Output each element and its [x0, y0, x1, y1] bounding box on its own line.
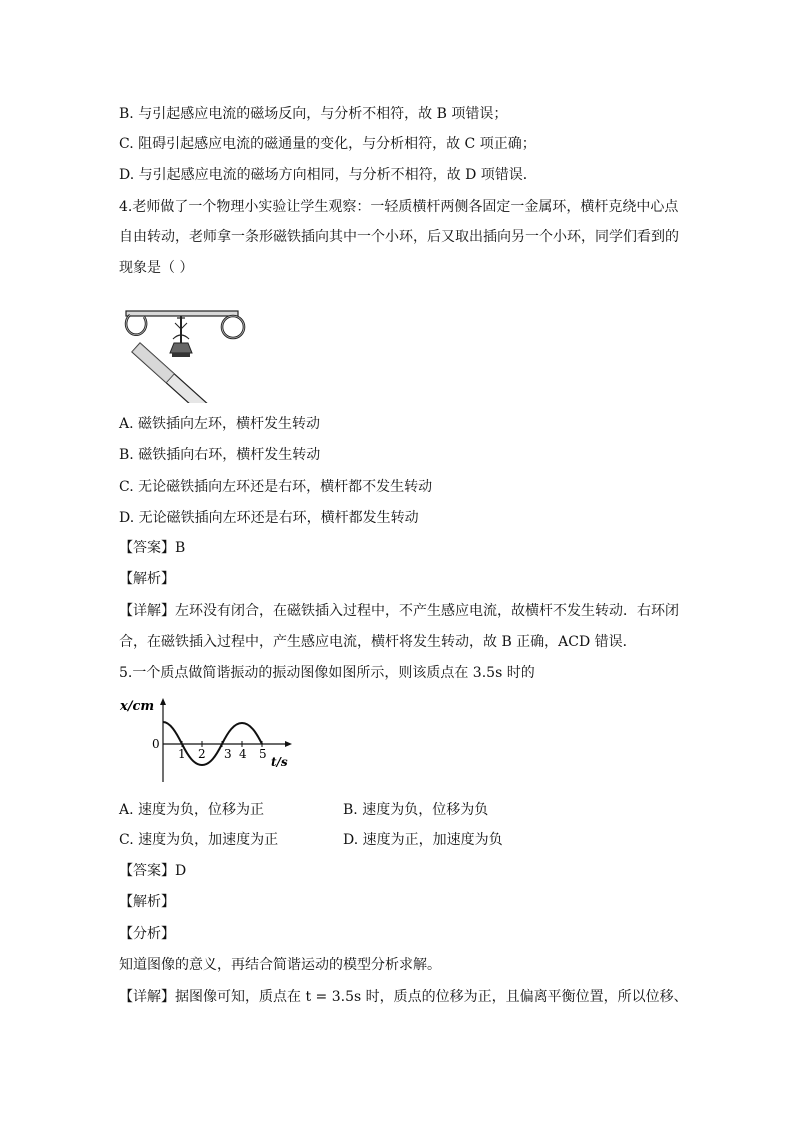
y-axis-label: x/cm — [120, 699, 155, 714]
q4-detail-line-2: 合，在磁铁插入过程中，产生感应电流，横杆将发生转动，故 B 正确，ACD 错误． — [119, 634, 637, 650]
tick-label-3: 3 — [224, 747, 232, 761]
q3-option-d: D. 与引起感应电流的磁场方向相同，与分析不相符，故 D 项错误． — [119, 167, 537, 183]
q5-analysis-sub: 【分析】 — [119, 926, 175, 942]
tick-label-4: 4 — [239, 747, 247, 761]
q4-stem-line-1: 4.老师做了一个物理小实验让学生观察：一轻质横杆两侧各固定一金属环，横杆克绕中心点 — [119, 199, 679, 215]
q4-answer: 【答案】B — [119, 540, 186, 556]
tick-label-2: 2 — [198, 747, 206, 761]
q5-analysis-text: 知道图像的意义，再结合简谐运动的模型分析求解。 — [119, 957, 441, 973]
q4-stem-line-2: 自由转动，老师拿一条形磁铁插向其中一个小环，后又取出插向另一个小环，同学们看到的 — [119, 229, 679, 245]
q5-answer: 【答案】D — [119, 863, 187, 879]
q3-option-c: C. 阻碍引起感应电流的磁通量的变化，与分析相符，故 C 项正确； — [119, 136, 536, 152]
q4-option-a: A. 磁铁插向左环，横杆发生转动 — [119, 416, 321, 432]
q5-option-a: A. 速度为负，位移为正 — [119, 802, 265, 818]
q4-option-b: B. 磁铁插向右环，横杆发生转动 — [119, 447, 321, 463]
oscillation-graph — [118, 694, 300, 786]
q5-detail: 【详解】据图像可知，质点在 t = 3.5s 时，质点的位移为正，且偏离平衡位置，所以位移、 — [119, 989, 688, 1005]
q4-detail-line-1: 【详解】左环没有闭合，在磁铁插入过程中，不产生感应电流，故横杆不发生转动．右环闭 — [119, 603, 679, 619]
q4-stem-line-3: 现象是（ ） — [119, 260, 194, 276]
tick-label-5: 5 — [259, 747, 267, 761]
origin-label: 0 — [152, 737, 160, 751]
q5-option-d: D. 速度为正，加速度为负 — [343, 832, 503, 848]
q5-stem: 5.一个质点做简谐振动的振动图像如图所示，则该质点在 3.5s 时的 — [119, 665, 535, 681]
tick-label-1: 1 — [178, 747, 186, 761]
q4-analysis-heading: 【解析】 — [119, 571, 175, 587]
rings-magnet-figure — [118, 303, 250, 403]
q3-option-b: B. 与引起感应电流的磁场反向，与分析不相符，故 B 项错误； — [119, 106, 508, 122]
q4-option-c: C. 无论磁铁插向左环还是右环，横杆都不发生转动 — [119, 479, 433, 495]
q5-option-c: C. 速度为负，加速度为正 — [119, 832, 279, 848]
q5-option-b: B. 速度为负，位移为负 — [343, 802, 489, 818]
x-axis-label: t/s — [271, 755, 288, 769]
q4-option-d: D. 无论磁铁插向左环还是右环，横杆都发生转动 — [119, 510, 419, 526]
q5-analysis-heading: 【解析】 — [119, 894, 175, 910]
